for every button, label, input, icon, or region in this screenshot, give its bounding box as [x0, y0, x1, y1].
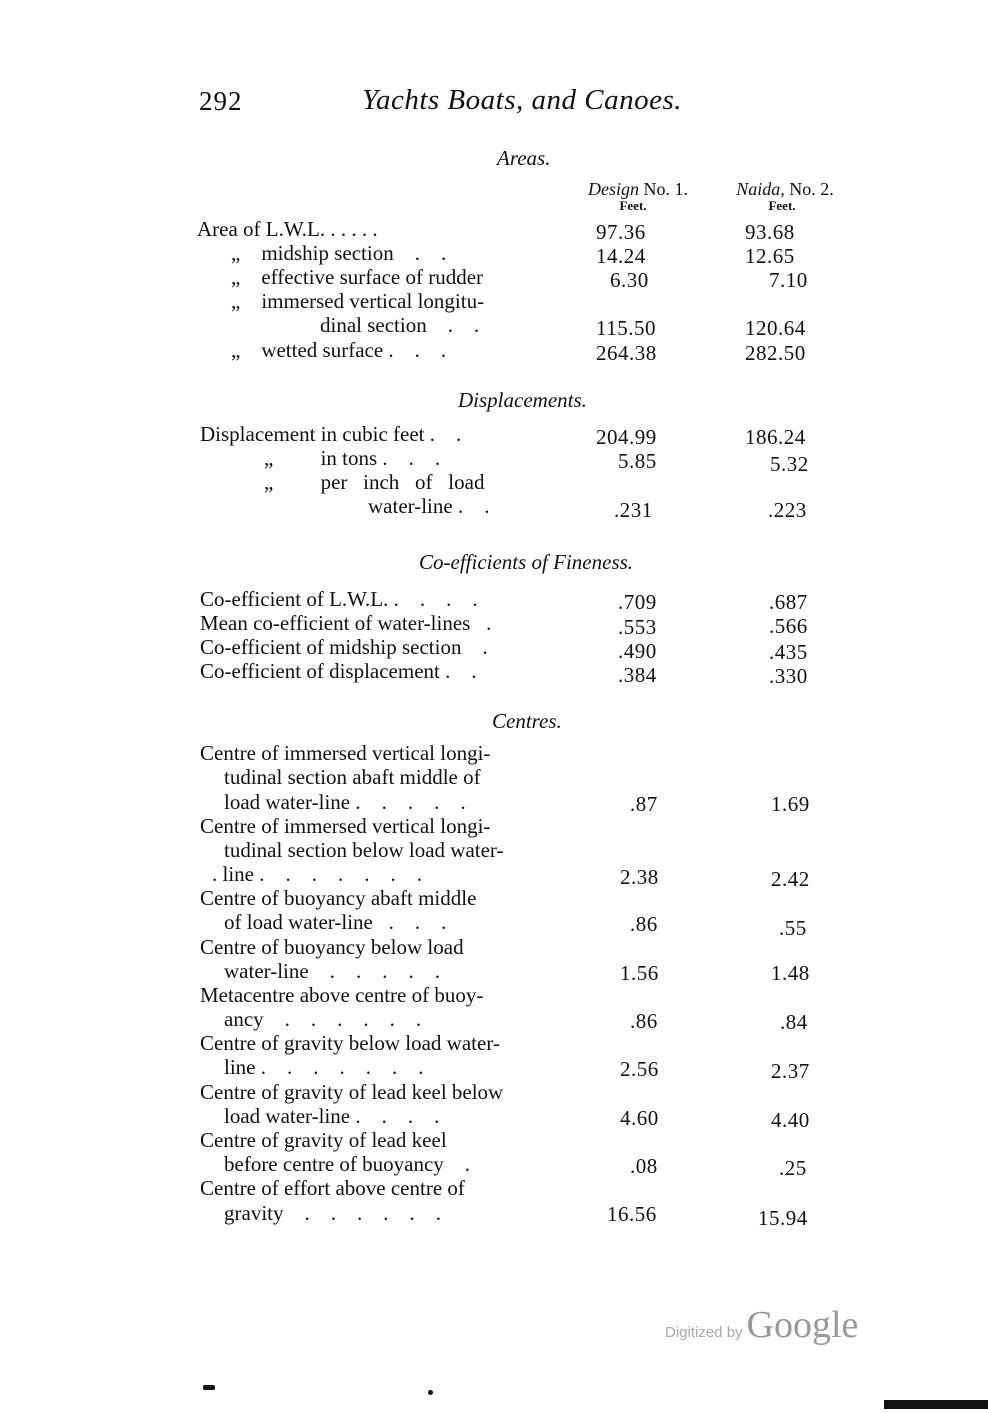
fineness-row-3-label: Co-efficient of midship section .	[200, 635, 488, 659]
displacement-row-4-naida: .223	[768, 498, 807, 522]
centres-row-5-line-2: ancy . . . . . .	[224, 1007, 422, 1031]
fineness-row-4-label: Co-efficient of displacement . .	[200, 659, 477, 683]
centres-row-1-line-3: load water-line . . . . .	[224, 790, 466, 814]
centres-row-2-design: 2.38	[620, 865, 659, 889]
centres-row-6-line-2: line . . . . . . .	[224, 1055, 424, 1079]
displacement-row-4-design: .231	[614, 498, 653, 522]
areas-row-3-naida: 7.10	[769, 268, 808, 292]
areas-row-3-label: „ effective surface of rudder	[231, 265, 484, 289]
fineness-row-3-design: .490	[618, 639, 657, 663]
centres-row-4-naida: 1.48	[771, 961, 810, 985]
centres-row-8-naida: .25	[779, 1156, 807, 1180]
centres-row-9-design: 16.56	[607, 1202, 657, 1226]
centres-row-8-line-2: before centre of buoyancy .	[224, 1152, 471, 1176]
naida-number: No. 2.	[784, 179, 834, 199]
design-number: No. 1.	[639, 179, 688, 199]
areas-row-5-label: dinal section . .	[320, 313, 480, 337]
centres-row-6-line-1: Centre of gravity below load water-	[200, 1031, 500, 1055]
column-header-design	[577, 179, 699, 212]
fineness-row-2-naida: .566	[769, 614, 808, 638]
centres-row-4-line-2: water-line . . . . .	[224, 959, 440, 983]
page-number: 292	[199, 86, 243, 116]
column-header-naida	[725, 179, 845, 212]
centres-row-2-naida: 2.42	[771, 867, 810, 891]
google-logo: Google	[746, 1304, 859, 1346]
displacement-row-2-label: „ in tons . . .	[264, 446, 441, 470]
fineness-row-2-design: .553	[618, 615, 657, 639]
centres-row-9-line-2: gravity . . . . . .	[224, 1201, 441, 1225]
section-heading-areas: Areas.	[497, 146, 551, 170]
centres-row-7-design: 4.60	[620, 1106, 659, 1130]
centres-row-3-line-1: Centre of buoyancy abaft middle	[200, 886, 477, 910]
scan-edge-bar	[884, 1400, 988, 1409]
displacement-row-4-label: water-line . .	[368, 494, 490, 518]
scan-mark-dot	[428, 1390, 433, 1395]
section-heading-displacements: Displacements.	[458, 388, 587, 412]
displacement-row-2-design: 5.85	[618, 449, 657, 473]
displacement-row-1-design: 204.99	[596, 425, 657, 449]
centres-row-7-naida: 4.40	[771, 1108, 810, 1132]
centres-row-9-line-1: Centre of effort above centre of	[200, 1176, 465, 1200]
centres-row-1-line-2: tudinal section abaft middle of	[224, 765, 481, 789]
areas-row-1-naida: 93.68	[745, 220, 795, 244]
section-heading-fineness: Co-efficients of Fineness.	[419, 550, 634, 574]
design-label: Design	[588, 179, 639, 199]
centres-row-5-design: .86	[630, 1009, 658, 1033]
centres-row-6-naida: 2.37	[771, 1059, 810, 1083]
centres-row-4-line-1: Centre of buoyancy below load	[200, 935, 464, 959]
centres-row-2-line-1: Centre of immersed vertical longi-	[200, 814, 491, 838]
fineness-row-1-design: .709	[618, 590, 657, 614]
running-title: Yachts Boats, and Canoes.	[362, 84, 682, 116]
centres-row-7-line-2: load water-line . . . .	[224, 1104, 440, 1128]
areas-row-1-design: 97.36	[596, 220, 646, 244]
centres-row-1-design: .87	[630, 792, 658, 816]
areas-row-6-naida: 282.50	[745, 341, 806, 365]
centres-row-6-design: 2.56	[620, 1057, 659, 1081]
areas-row-2-label: „ midship section . .	[231, 241, 447, 265]
centres-row-5-naida: .84	[780, 1010, 808, 1034]
fineness-row-2-label: Mean co-efficient of water-lines .	[200, 611, 492, 635]
displacement-row-2-naida: 5.32	[770, 452, 809, 476]
scan-mark-dash	[203, 1385, 215, 1390]
centres-row-2-line-3: . line . . . . . . .	[212, 862, 422, 886]
section-heading-centres: Centres.	[492, 709, 562, 733]
centres-row-8-line-1: Centre of gravity of lead keel	[200, 1128, 447, 1152]
displacement-row-1-label: Displacement in cubic feet . .	[200, 422, 462, 446]
centres-row-7-line-1: Centre of gravity of lead keel below	[200, 1080, 504, 1104]
areas-row-6-label: „ wetted surface . . .	[231, 338, 447, 362]
design-unit: Feet.	[619, 198, 647, 213]
centres-row-2-line-2: tudinal section below load water-	[224, 838, 504, 862]
fineness-row-1-naida: .687	[769, 590, 808, 614]
digitized-by-text: Digitized by	[665, 1324, 743, 1341]
centres-row-9-naida: 15.94	[758, 1206, 808, 1230]
centres-row-5-line-1: Metacentre above centre of buoy-	[200, 983, 484, 1007]
areas-row-1-label: Area of L.W.L. . . . . .	[197, 217, 378, 241]
areas-row-5-design: 115.50	[596, 316, 656, 340]
digitized-watermark	[665, 1303, 858, 1347]
centres-row-3-naida: .55	[779, 916, 807, 940]
areas-row-4-label: „ immersed vertical longitu-	[231, 289, 485, 313]
naida-unit: Feet.	[768, 198, 796, 213]
displacement-row-1-naida: 186.24	[745, 425, 806, 449]
centres-row-3-design: .86	[630, 912, 658, 936]
centres-row-8-design: .08	[630, 1154, 658, 1178]
areas-row-2-naida: 12.65	[745, 244, 795, 268]
centres-row-1-line-1: Centre of immersed vertical longi-	[200, 741, 491, 765]
areas-row-6-design: 264.38	[596, 341, 657, 365]
naida-label: Naida,	[736, 179, 785, 199]
fineness-row-4-design: .384	[618, 663, 657, 687]
fineness-row-1-label: Co-efficient of L.W.L. . . . .	[200, 587, 478, 611]
centres-row-3-line-2: of load water-line . . .	[224, 910, 447, 934]
areas-row-3-design: 6.30	[610, 268, 649, 292]
fineness-row-3-naida: .435	[769, 640, 808, 664]
centres-row-1-naida: 1.69	[771, 792, 810, 816]
areas-row-5-naida: 120.64	[745, 316, 806, 340]
centres-row-4-design: 1.56	[620, 961, 659, 985]
displacement-row-3-label: „ per inch of load	[264, 470, 485, 494]
areas-row-2-design: 14.24	[596, 244, 646, 268]
fineness-row-4-naida: .330	[769, 664, 808, 688]
